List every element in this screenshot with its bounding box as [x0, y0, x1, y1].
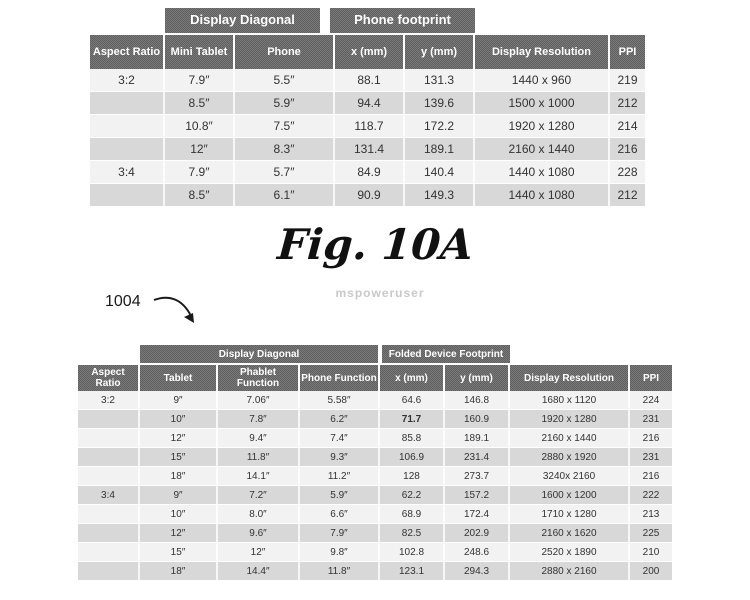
- callout-arrow-icon: [150, 292, 205, 328]
- cell-y-mm: 248.6: [445, 543, 510, 561]
- top-column-header-row: [90, 35, 645, 69]
- cell-display-resolution: 2160 x 1440: [475, 138, 610, 160]
- cell-x-mm: 84.9: [335, 161, 405, 183]
- cell-tablet: 15″: [140, 543, 218, 561]
- cell-phablet-function: 9.6″: [218, 524, 300, 542]
- phone-footprint-table: [90, 8, 645, 207]
- cell-ppi: 200: [642, 565, 660, 577]
- cell-phone: 8.3″: [235, 138, 335, 160]
- cell-y-mm: 140.4: [405, 161, 475, 183]
- col-header-phone-function: Phone Function: [300, 365, 380, 391]
- callout-1004: 1004: [105, 293, 141, 310]
- cell-phone: 7.5″: [235, 115, 335, 137]
- cell-phone: 5.9″: [235, 92, 335, 114]
- cell-display-resolution: 1920 x 1280: [475, 115, 610, 137]
- cell-display-resolution: 2520 x 1890: [510, 543, 630, 561]
- cell-aspect-ratio: [90, 115, 165, 137]
- bottom-table-body: [78, 391, 672, 581]
- cell-tablet: 15″: [140, 448, 218, 466]
- cell-ppi: 216: [642, 432, 660, 444]
- table-row: [78, 486, 672, 505]
- cell-tablet: 10″: [140, 410, 218, 428]
- table-row: [90, 138, 645, 161]
- cell-tablet: 10″: [140, 505, 218, 523]
- cell-phablet-function: 7.06″: [218, 391, 300, 409]
- col-header-phone: Phone: [235, 35, 335, 69]
- cell-ppi: 231: [642, 413, 660, 425]
- cell-phone-function: 5.58″: [300, 391, 380, 409]
- col-header-phablet-function: Phablet Function: [218, 365, 300, 391]
- cell-phone: 6.1″: [235, 184, 335, 206]
- cell-y-mm: 131.3: [405, 69, 475, 91]
- cell-aspect-ratio: [78, 448, 140, 466]
- cell-y-mm: 172.2: [405, 115, 475, 137]
- span-header-display-diagonal: Display Diagonal: [140, 345, 378, 363]
- col-header-aspect-ratio: Aspect Ratio: [90, 35, 165, 69]
- col-header-display-resolution: Display Resolution: [510, 365, 630, 391]
- cell-phone-function: 6.6″: [300, 505, 380, 523]
- cell-ppi: 212: [617, 188, 638, 202]
- cell-display-resolution: 1680 x 1120: [510, 391, 630, 409]
- col-header-tablet: Tablet: [140, 365, 218, 391]
- cell-ppi: 213: [642, 508, 660, 520]
- table-row: [78, 391, 672, 410]
- col-header-mini-tablet: Mini Tablet: [165, 35, 235, 69]
- cell-x-mm: 131.4: [335, 138, 405, 160]
- cell-y-mm: 157.2: [445, 486, 510, 504]
- cell-phablet-function: 11.8″: [218, 448, 300, 466]
- cell-ppi: 224: [642, 394, 660, 406]
- cell-y-mm: 160.9: [445, 410, 510, 428]
- cell-aspect-ratio: [90, 138, 165, 160]
- col-header-y-mm: y (mm): [445, 365, 510, 391]
- span-header-phone-footprint: Phone footprint: [330, 8, 475, 33]
- cell-y-mm: 294.3: [445, 562, 510, 580]
- table-row: [78, 524, 672, 543]
- table-row: [78, 410, 672, 429]
- cell-phablet-function: 8.0″: [218, 505, 300, 523]
- table-row: [90, 69, 645, 92]
- cell-phablet-function: 14.1″: [218, 467, 300, 485]
- cell-x-mm: 85.8: [380, 429, 445, 447]
- cell-x-mm: 88.1: [335, 69, 405, 91]
- cell-y-mm: 273.7: [445, 467, 510, 485]
- cell-ppi: 216: [617, 142, 638, 156]
- cell-tablet: 18″: [140, 562, 218, 580]
- cell-tablet: 12″: [140, 524, 218, 542]
- cell-ppi: 214: [617, 119, 638, 133]
- cell-phablet-function: 7.8″: [218, 410, 300, 428]
- cell-x-mm: 90.9: [335, 184, 405, 206]
- cell-aspect-ratio: [78, 524, 140, 542]
- cell-aspect-ratio: [78, 505, 140, 523]
- cell-aspect-ratio: [78, 543, 140, 561]
- cell-display-resolution: 2880 x 1920: [510, 448, 630, 466]
- col-header-display-resolution: Display Resolution: [475, 35, 610, 69]
- cell-phablet-function: 14.4″: [218, 562, 300, 580]
- top-table-body: [90, 69, 645, 207]
- cell-x-mm: 128: [380, 467, 445, 485]
- cell-display-resolution: 1920 x 1280: [510, 410, 630, 428]
- table-row: [78, 543, 672, 562]
- span-spacer: [78, 345, 140, 363]
- cell-tablet: 9″: [140, 486, 218, 504]
- cell-y-mm: 149.3: [405, 184, 475, 206]
- cell-mini-tablet: 8.5″: [165, 184, 235, 206]
- cell-tablet: 18″: [140, 467, 218, 485]
- cell-ppi: 212: [617, 96, 638, 110]
- cell-phone-function: 6.2″: [300, 410, 380, 428]
- cell-ppi: 228: [617, 165, 638, 179]
- cell-ppi: 222: [642, 489, 660, 501]
- span-header-display-diagonal: Display Diagonal: [165, 8, 320, 33]
- cell-ppi: 231: [642, 451, 660, 463]
- table-row: [90, 115, 645, 138]
- col-header-aspect-ratio: Aspect Ratio: [78, 365, 140, 391]
- cell-phablet-function: 12″: [218, 543, 300, 561]
- cell-phablet-function: 9.4″: [218, 429, 300, 447]
- cell-display-resolution: 1440 x 1080: [475, 184, 610, 206]
- col-header-y-mm: y (mm): [405, 35, 475, 69]
- table-row: [90, 92, 645, 115]
- cell-aspect-ratio: [90, 92, 165, 114]
- cell-phone-function: 11.2″: [300, 467, 380, 485]
- cell-x-mm: 118.7: [335, 115, 405, 137]
- cell-display-resolution: 1600 x 1200: [510, 486, 630, 504]
- bottom-column-header-row: [78, 365, 672, 391]
- cell-x-mm: 106.9: [380, 448, 445, 466]
- table-row: [78, 467, 672, 486]
- cell-phone-function: 7.4″: [300, 429, 380, 447]
- table-row: [78, 505, 672, 524]
- table-row: [78, 562, 672, 581]
- cell-phone-function: 11.8″: [300, 562, 380, 580]
- top-span-header-row: [90, 8, 645, 33]
- watermark-text: mspoweruser: [335, 286, 425, 300]
- span-gap: [320, 8, 330, 33]
- col-header-x-mm: x (mm): [380, 365, 445, 391]
- cell-aspect-ratio: 3:2: [78, 391, 140, 409]
- cell-phablet-function: 7.2″: [218, 486, 300, 504]
- cell-aspect-ratio: [90, 184, 165, 206]
- cell-display-resolution: 1710 x 1280: [510, 505, 630, 523]
- cell-display-resolution: 2160 x 1620: [510, 524, 630, 542]
- col-header-x-mm: x (mm): [335, 35, 405, 69]
- cell-display-resolution: 1500 x 1000: [475, 92, 610, 114]
- cell-ppi: 225: [642, 527, 660, 539]
- cell-ppi: 219: [617, 73, 638, 87]
- cell-phone: 5.7″: [235, 161, 335, 183]
- cell-phone-function: 9.8″: [300, 543, 380, 561]
- cell-y-mm: 139.6: [405, 92, 475, 114]
- cell-phone-function: 9.3″: [300, 448, 380, 466]
- cell-x-mm: 94.4: [335, 92, 405, 114]
- table-row: [90, 161, 645, 184]
- cell-y-mm: 189.1: [445, 429, 510, 447]
- bottom-span-header-row: [78, 345, 672, 363]
- cell-x-mm: 62.2: [380, 486, 445, 504]
- cell-x-mm: 64.6: [380, 391, 445, 409]
- cell-phone-function: 7.9″: [300, 524, 380, 542]
- cell-display-resolution: 2880 x 2160: [510, 562, 630, 580]
- cell-display-resolution: 2160 x 1440: [510, 429, 630, 447]
- table-row: [78, 429, 672, 448]
- cell-mini-tablet: 12″: [165, 138, 235, 160]
- cell-phone-function: 5.9″: [300, 486, 380, 504]
- cell-aspect-ratio: 3:4: [78, 486, 140, 504]
- cell-mini-tablet: 8.5″: [165, 92, 235, 114]
- cell-x-mm: 102.8: [380, 543, 445, 561]
- span-header-folded-device-footprint: Folded Device Footprint: [382, 345, 510, 363]
- cell-mini-tablet: 7.9″: [165, 69, 235, 91]
- cell-aspect-ratio: 3:4: [90, 161, 165, 183]
- cell-y-mm: 189.1: [405, 138, 475, 160]
- cell-phone: 5.5″: [235, 69, 335, 91]
- cell-tablet: 9″: [140, 391, 218, 409]
- cell-mini-tablet: 10.8″: [165, 115, 235, 137]
- figure-label: Fig. 10A: [275, 220, 475, 269]
- cell-ppi: 216: [642, 470, 660, 482]
- cell-display-resolution: 3240x 2160: [510, 467, 630, 485]
- col-header-ppi: PPI: [630, 365, 672, 391]
- cell-ppi: 210: [642, 546, 660, 558]
- cell-y-mm: 202.9: [445, 524, 510, 542]
- cell-x-mm: 123.1: [380, 562, 445, 580]
- cell-x-mm: 68.9: [380, 505, 445, 523]
- cell-y-mm: 172.4: [445, 505, 510, 523]
- cell-y-mm: 146.8: [445, 391, 510, 409]
- cell-aspect-ratio: [78, 410, 140, 428]
- cell-mini-tablet: 7.9″: [165, 161, 235, 183]
- cell-y-mm: 231.4: [445, 448, 510, 466]
- span-spacer: [90, 8, 165, 33]
- folded-device-footprint-table: [78, 345, 672, 581]
- cell-aspect-ratio: 3:2: [90, 69, 165, 91]
- table-row: [90, 184, 645, 207]
- col-header-ppi: PPI: [610, 35, 645, 69]
- table-row: [78, 448, 672, 467]
- cell-x-mm: 82.5: [380, 524, 445, 542]
- cell-aspect-ratio: [78, 429, 140, 447]
- cell-aspect-ratio: [78, 562, 140, 580]
- cell-display-resolution: 1440 x 960: [475, 69, 610, 91]
- cell-aspect-ratio: [78, 467, 140, 485]
- cell-display-resolution: 1440 x 1080: [475, 161, 610, 183]
- cell-x-mm: 71.7: [380, 410, 445, 428]
- cell-tablet: 12″: [140, 429, 218, 447]
